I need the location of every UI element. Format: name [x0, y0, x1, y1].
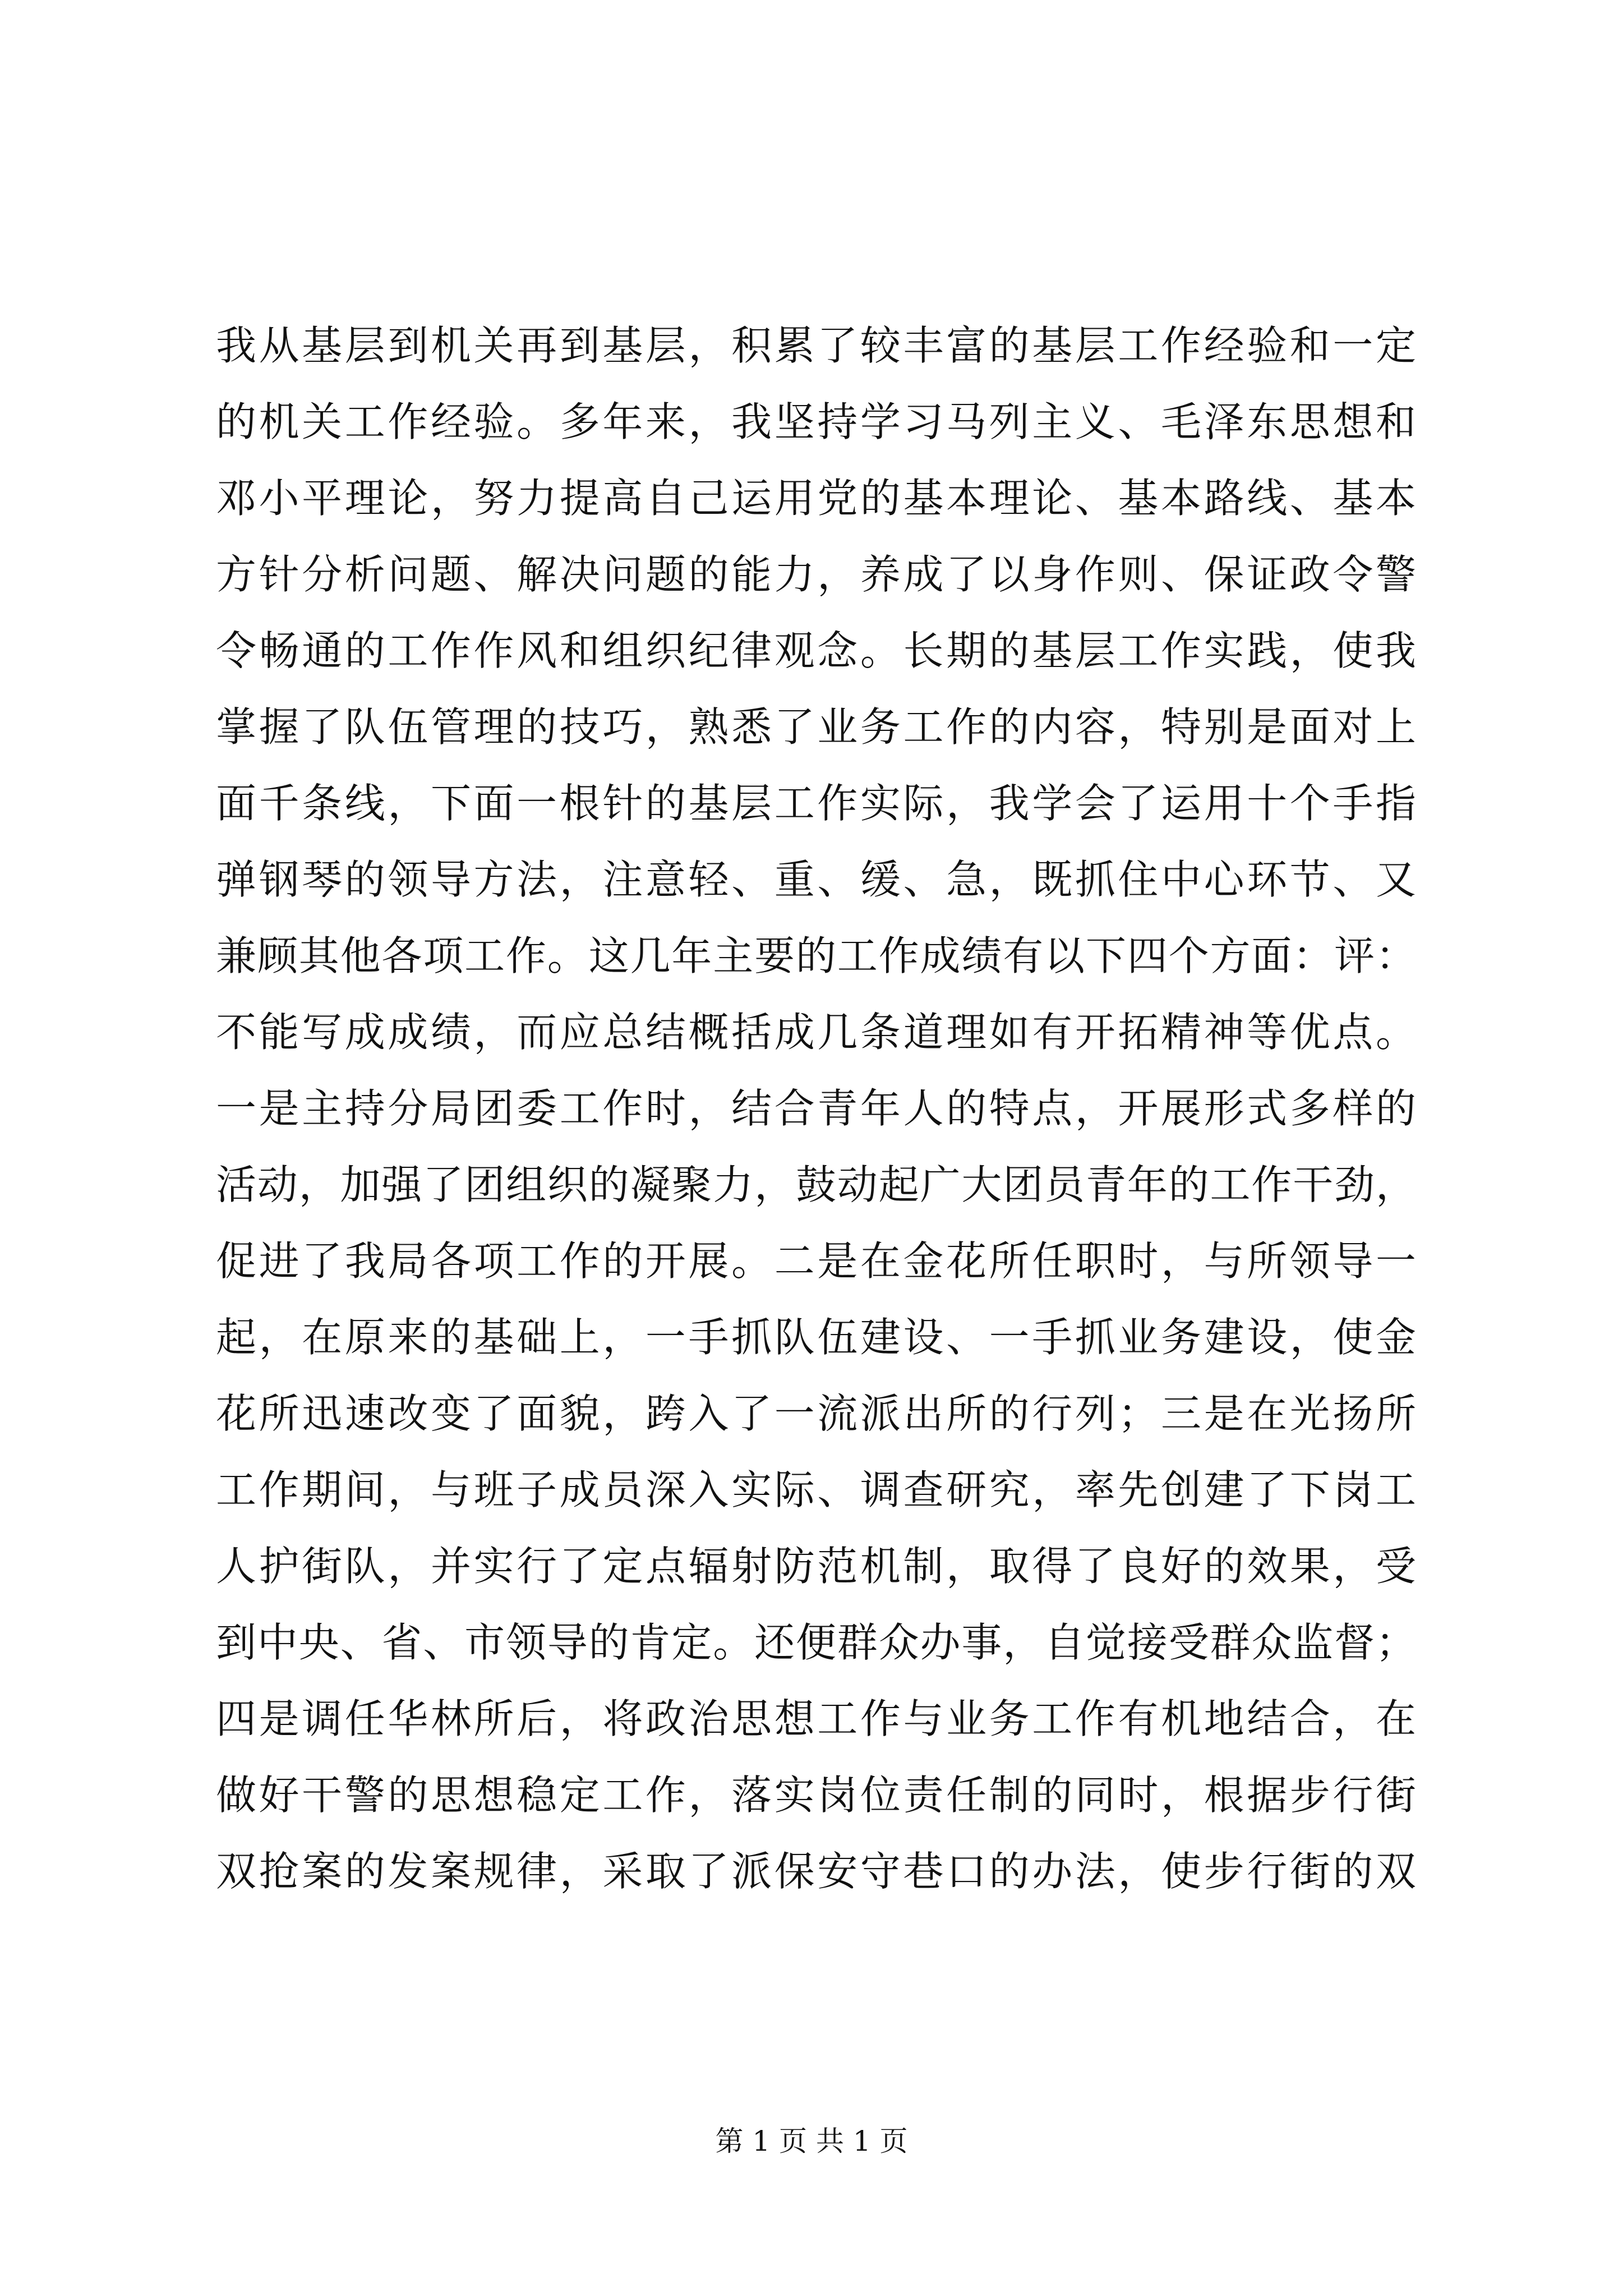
text-line: 我从基层到机关再到基层，积累了较丰富的基层工作经验和一定 — [216, 322, 1416, 369]
text-line: 起，在原来的基础上，一手抓队伍建设、一手抓业务建设，使金 — [216, 1314, 1416, 1361]
body-text — [216, 307, 1416, 1910]
text-line: 邓小平理论，努力提高自己运用党的基本理论、基本路线、基本 — [216, 475, 1416, 522]
text-line: 四是调任华林所后，将政治思想工作与业务工作有机地结合，在 — [216, 1695, 1416, 1742]
text-line: 弹钢琴的领导方法，注意轻、重、缓、急，既抓住中心环节、又 — [216, 856, 1416, 903]
text-line: 的机关工作经验。多年来，我坚持学习马列主义、毛泽东思想和 — [216, 398, 1416, 445]
text-line: 活动，加强了团组织的凝聚力，鼓动起广大团员青年的工作干劲， — [216, 1161, 1416, 1208]
text-line: 方针分析问题、解决问题的能力，养成了以身作则、保证政令警 — [216, 551, 1416, 598]
text-line: 工作期间，与班子成员深入实际、调查研究，率先创建了下岗工 — [216, 1466, 1416, 1513]
text-line: 人护街队，并实行了定点辐射防范机制，取得了良好的效果，受 — [216, 1543, 1416, 1590]
text-line: 兼顾其他各项工作。这几年主要的工作成绩有以下四个方面：评： — [216, 932, 1416, 979]
page-number-label: 第 1 页 共 1 页 — [715, 2125, 908, 2157]
text-line: 促进了我局各项工作的开展。二是在金花所任职时，与所领导一 — [216, 1237, 1416, 1285]
text-line: 花所迅速改变了面貌，跨入了一流派出所的行列；三是在光扬所 — [216, 1390, 1416, 1437]
text-line: 不能写成成绩，而应总结概括成几条道理如有开拓精神等优点。 — [216, 1009, 1416, 1056]
text-line: 面千条线，下面一根针的基层工作实际，我学会了运用十个手指 — [216, 780, 1416, 827]
text-line: 做好干警的思想稳定工作，落实岗位责任制的同时，根据步行街 — [216, 1772, 1416, 1819]
page-footer — [0, 2122, 1623, 2161]
text-line: 掌握了队伍管理的技巧，熟悉了业务工作的内容，特别是面对上 — [216, 703, 1416, 751]
text-line: 一是主持分局团委工作时，结合青年人的特点，开展形式多样的 — [216, 1085, 1416, 1132]
text-line: 令畅通的工作作风和组织纪律观念。长期的基层工作实践，使我 — [216, 627, 1416, 674]
text-line: 到中央、省、市领导的肯定。还便群众办事，自觉接受群众监督； — [216, 1619, 1416, 1666]
text-line: 双抢案的发案规律，采取了派保安守巷口的办法，使步行街的双 — [216, 1848, 1416, 1895]
